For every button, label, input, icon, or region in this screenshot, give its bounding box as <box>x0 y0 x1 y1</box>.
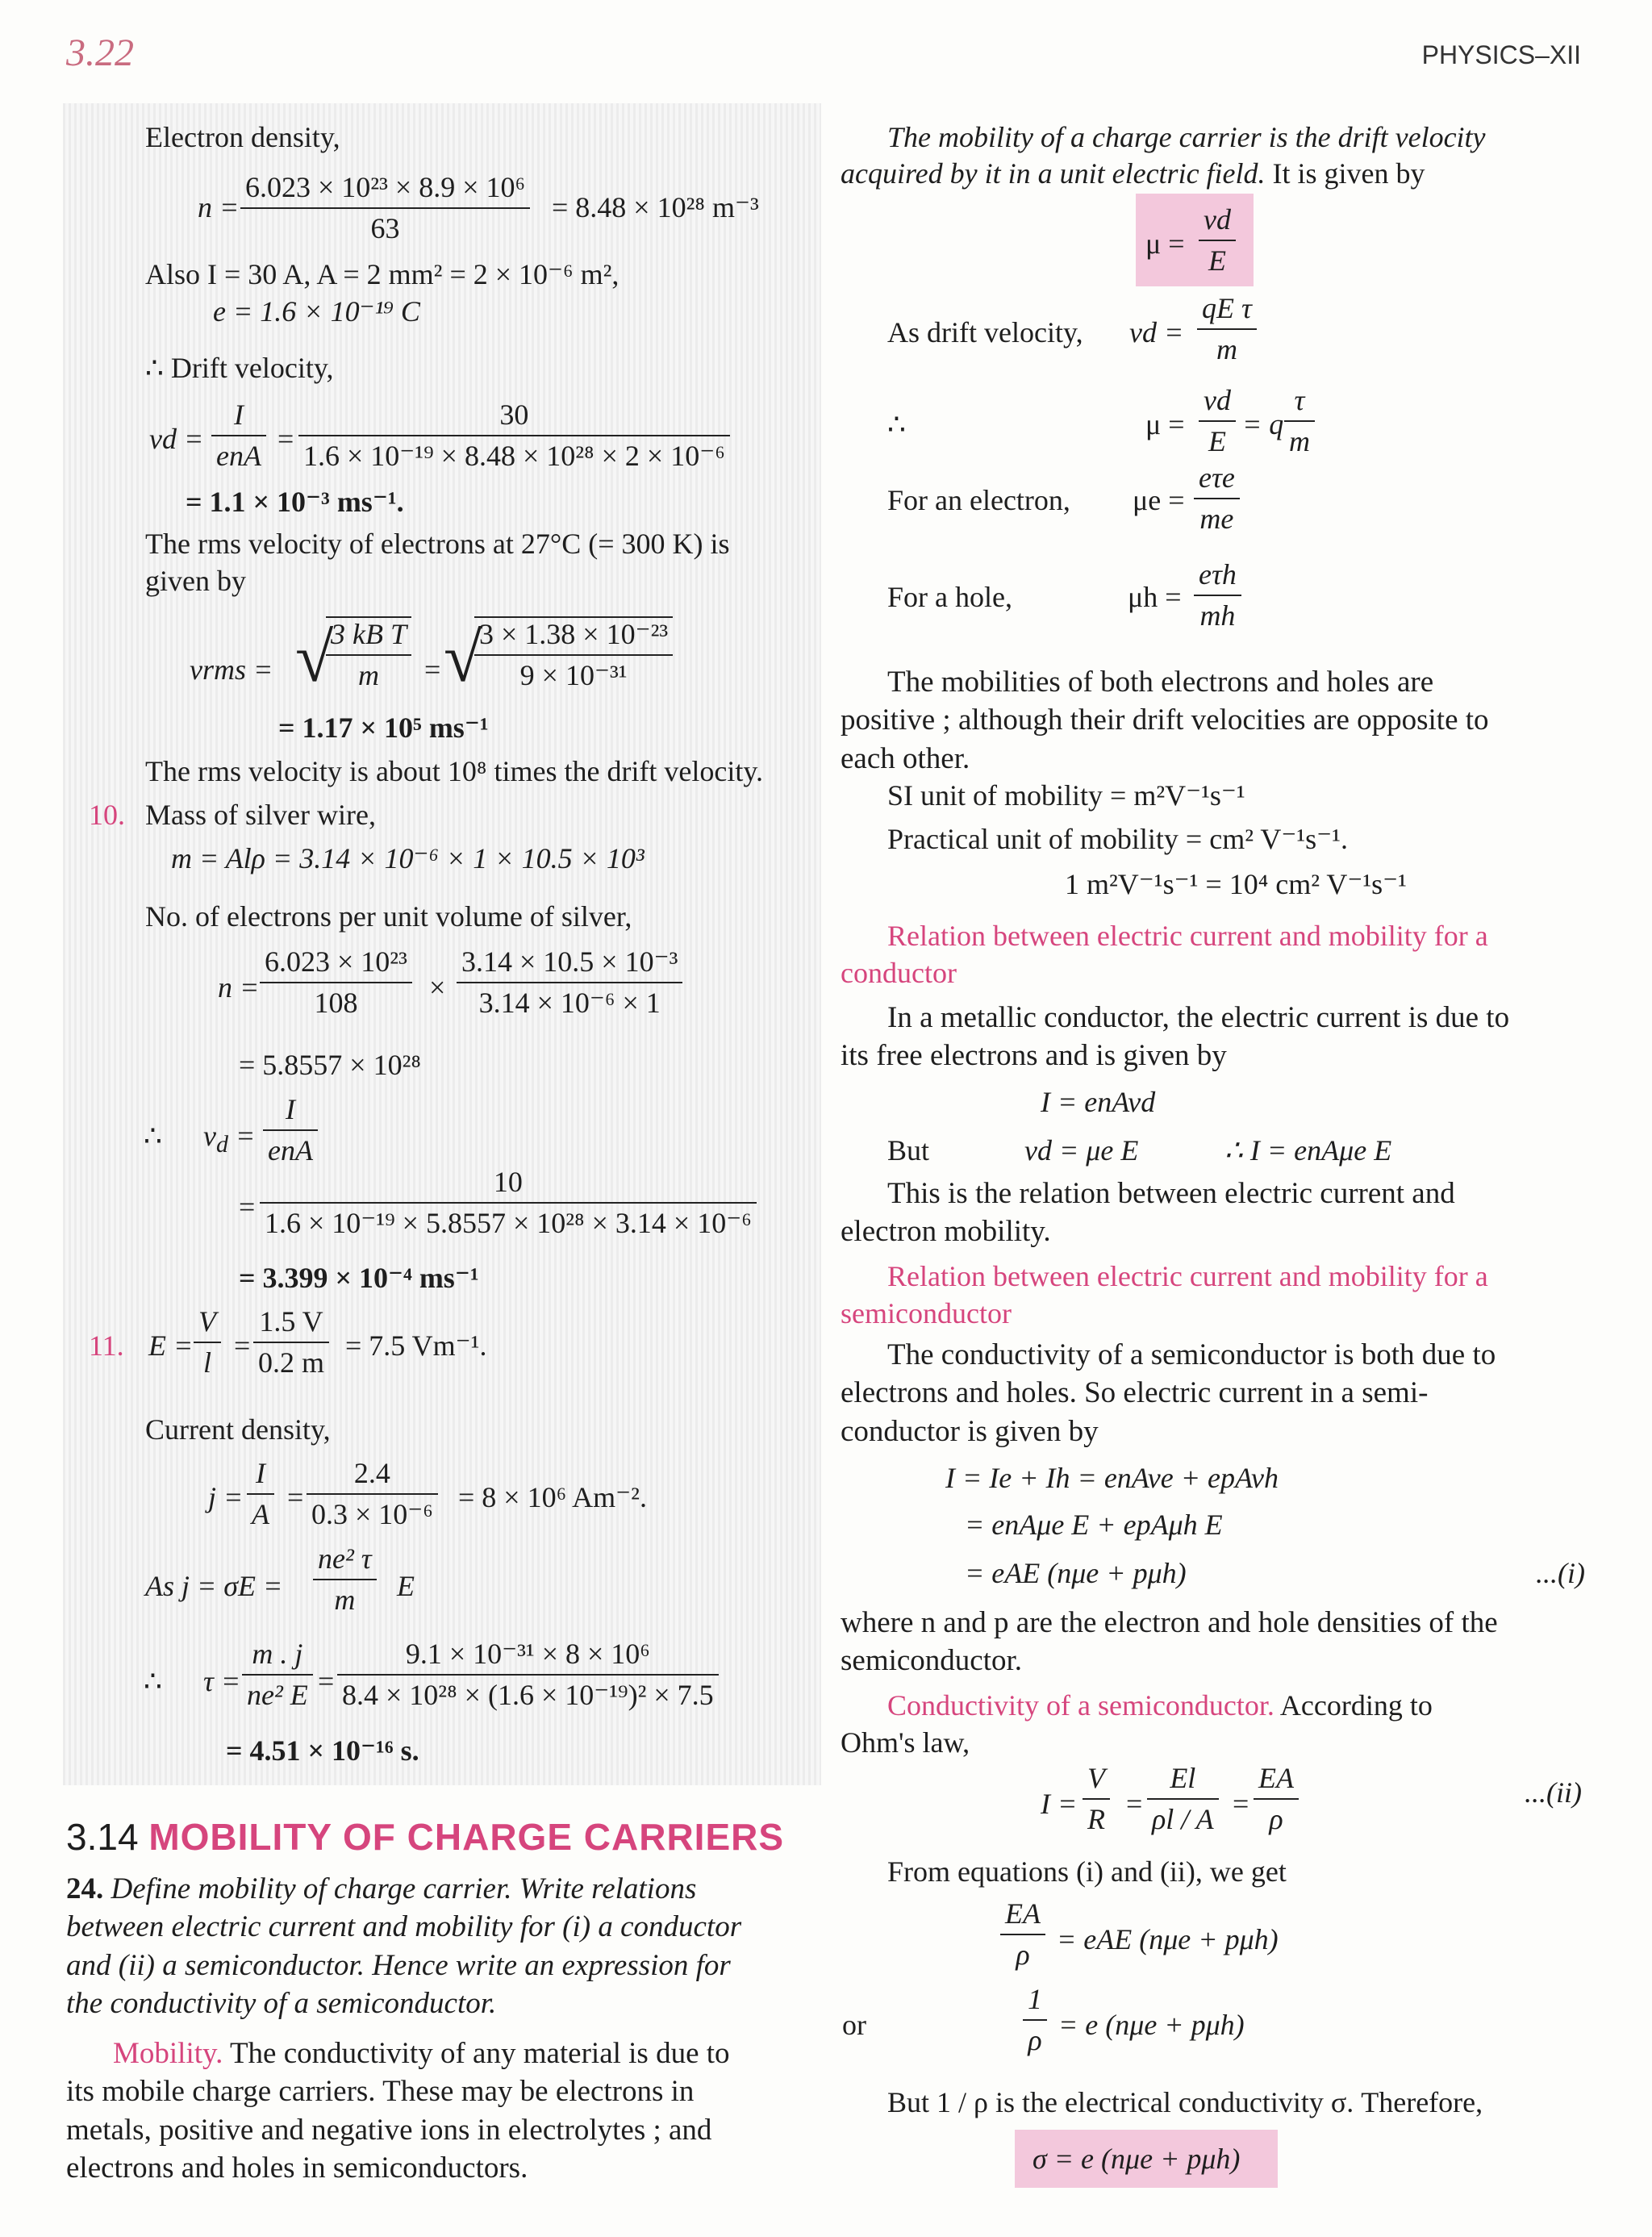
equation: I = enAvd <box>1041 1086 1156 1118</box>
equation-label: ...(i) <box>1536 1557 1585 1589</box>
right-line: For an electron, <box>887 484 1070 516</box>
equals: = <box>1126 1788 1143 1820</box>
result: = 3.399 × 10⁻⁴ ms⁻¹ <box>239 1262 479 1294</box>
equation: μ = <box>1145 227 1185 260</box>
fraction: $\frac{vd}{E}$ <box>1199 203 1236 278</box>
therefore: ∴ <box>144 1665 162 1697</box>
subheading-conductor: Relation between electric current and mobility for a <box>887 920 1488 952</box>
definition: The mobility of a charge carrier is the drift velocity <box>887 121 1486 153</box>
equation: μ = <box>1145 408 1185 440</box>
left-line: Also I = 30 A, A = 2 mm² = 2 × 10⁻⁶ m², <box>145 258 620 290</box>
fraction: $\frac{\tau}{m}$ <box>1284 384 1315 459</box>
fraction: $\frac{I}{\text{enA}}$ <box>263 1093 318 1168</box>
right-line: or <box>842 2009 866 2041</box>
where-paragraph: where n and p are the electron and hole densities of the semiconductor. <box>841 1606 1498 1678</box>
right-line: Ohm's law, <box>841 1726 970 1759</box>
fraction: $\frac{V}{l}$ <box>194 1305 221 1380</box>
result: = 5.8557 × 10²⁸ <box>239 1049 421 1081</box>
conductivity-formula: σ = e (nμe + pμh) <box>1032 2143 1241 2175</box>
fraction: $\frac{\text{9.1 × 10⁻³¹ × 8 × 10⁶}}{\text{8.4 × 10²⁸ × (1.6 × 10⁻¹⁹)² × 7.5}}$ <box>337 1638 719 1713</box>
equation: vd = <box>149 423 204 455</box>
section-heading <box>66 1815 784 1859</box>
fraction: $\frac{\text{3.14 × 10.5 × 10⁻³}}{\text{3.14 × 10⁻⁶ × 1}}$ <box>457 945 682 1020</box>
equals: = <box>318 1665 335 1697</box>
conductor-paragraph: In a metallic conductor, the electric current is due to its free electrons and is given by <box>841 1001 1510 1073</box>
result: = 8 × 10⁶ Am⁻². <box>458 1481 647 1513</box>
times: × <box>429 971 446 1004</box>
fraction: $\frac{\text{ne² τ}}{m}$ <box>313 1542 377 1617</box>
page-number: 3.22 <box>66 31 134 74</box>
equation: = e (nμe + pμh) <box>1058 2009 1245 2041</box>
left-line: Mass of silver wire, <box>145 799 376 831</box>
fraction: $\frac{V}{R}$ <box>1083 1762 1110 1837</box>
sqrt-fraction: $\frac{\text{3 × 1.38 × 10⁻²³}}{\text{9 × 10⁻³¹}}$ <box>474 616 673 693</box>
equation: = q <box>1242 408 1284 440</box>
semiconductor-paragraph: The conductivity of a semiconductor is both due to electrons and holes. So electric current in a semi- conductor is given by <box>841 1338 1496 1448</box>
subheading-semiconductor: Relation between electric current and mobility for a <box>887 1260 1488 1292</box>
question-number: 11. <box>89 1329 124 1362</box>
left-line: Electron density, <box>145 121 340 153</box>
equation: I = <box>1041 1788 1078 1820</box>
sqrt-sign: √ <box>295 619 334 696</box>
section-title: MOBILITY OF CHARGE CARRIERS <box>148 1816 785 1858</box>
right-line: But 1 / ρ is the electrical conductivity σ. Therefore, <box>887 2086 1483 2118</box>
subheading-semiconductor: semiconductor <box>841 1297 1012 1329</box>
therefore: ∴ <box>144 1120 162 1152</box>
variable: E <box>397 1570 415 1602</box>
equation: vd = <box>1129 316 1184 348</box>
sqrt-fraction: $\frac{\text{3 kB T}}{m}$ <box>326 616 411 693</box>
equals: = <box>424 653 441 686</box>
equation: μe = <box>1133 484 1185 516</box>
fraction: $\frac{2.4}{\text{0.3 × 10⁻⁶}}$ <box>307 1457 438 1532</box>
equals: = <box>234 1329 251 1362</box>
fraction: $\frac{m . j}{\text{ne² E}}$ <box>242 1638 313 1713</box>
left-line: m = Alρ = 3.14 × 10⁻⁶ × 1 × 10.5 × 10³ <box>171 842 645 874</box>
subheading-conductor: conductor <box>841 957 957 989</box>
equals: = <box>1233 1788 1249 1820</box>
book-title: PHYSICS–XII <box>1421 40 1581 69</box>
result: = 4.51 × 10⁻¹⁶ s. <box>226 1734 419 1767</box>
result: = 1.1 × 10⁻³ ms⁻¹. <box>186 486 404 518</box>
fraction: $\frac{\text{6.023 × 10²³ × 8.9 × 10⁶}}{63}$ <box>240 171 530 246</box>
equation-result: = 8.48 × 10²⁸ m⁻³ <box>552 191 759 223</box>
equals: = <box>239 1191 256 1223</box>
right-line: For a hole, <box>887 581 1012 613</box>
fraction: $\frac{1.5 V}{0.2 m}$ <box>253 1305 329 1380</box>
fraction: $\frac{EA}{\rho}$ <box>1000 1897 1045 1972</box>
question-number: 10. <box>89 799 125 831</box>
equation: τ = <box>203 1665 241 1697</box>
equation: = eAE (nμe + pμh) <box>965 1557 1187 1589</box>
right-line: From equations (i) and (ii), we get <box>887 1855 1287 1888</box>
left-line: The rms velocity of electrons at 27°C (= 300 K) is <box>145 528 730 560</box>
equation: = enAμe E + epAμh E <box>965 1509 1223 1541</box>
fraction: $\frac{I}{A}$ <box>247 1457 274 1532</box>
right-line: But <box>887 1134 930 1166</box>
definition: acquired by it in a unit electric field. It is given by <box>841 157 1425 190</box>
equation: n = <box>198 191 240 223</box>
unit-conversion: 1 m²V⁻¹s⁻¹ = 10⁴ cm² V⁻¹s⁻¹ <box>1065 868 1407 900</box>
fraction: $\frac{EA}{\rho}$ <box>1254 1762 1299 1837</box>
equation: vd = μe E <box>1024 1134 1139 1166</box>
equation: E = <box>148 1329 194 1362</box>
result: = 1.17 × 10⁵ ms⁻¹ <box>278 712 489 744</box>
right-line: As drift velocity, <box>887 316 1083 348</box>
equation-label: ...(ii) <box>1525 1776 1582 1809</box>
fraction: $\frac{\text{6.023 × 10²³}}{108}$ <box>260 945 412 1020</box>
practical-unit: Practical unit of mobility = cm² V⁻¹s⁻¹. <box>887 823 1348 855</box>
fraction: $\frac{I}{\text{enA}}$ <box>211 399 266 474</box>
equation: μh = <box>1128 581 1182 613</box>
fraction: $\frac{\text{eτh}}{mh}$ <box>1194 558 1241 633</box>
equation: I = Ie + Ih = enAve + epAvh <box>945 1462 1279 1494</box>
equals: = <box>277 423 294 455</box>
left-line: The rms velocity is about 10⁸ times the drift velocity. <box>145 755 764 787</box>
fraction: $\frac{30}{\text{1.6 × 10⁻¹⁹ × 8.48 × 10²⁸ × 2 × 10⁻⁶}}$ <box>298 399 730 474</box>
result: = 7.5 Vm⁻¹. <box>345 1329 487 1362</box>
equation: $v_d$ = <box>203 1120 256 1158</box>
left-line: No. of electrons per unit volume of silver, <box>145 900 632 933</box>
fraction: $\frac{vd}{E}$ <box>1199 384 1236 459</box>
equals: = <box>287 1481 304 1513</box>
conductivity-intro: Conductivity of a semiconductor. According to <box>887 1689 1433 1722</box>
question-24: 24. Define mobility of charge carrier. Write relations between electric current and mobility for (i) a conductor and (ii) a semiconductor. Hence write an expression for the conductivity of a semiconductor. <box>66 1872 742 2021</box>
left-line: e = 1.6 × 10⁻¹⁹ C <box>213 295 420 328</box>
left-line: ∴ Drift velocity, <box>145 352 334 384</box>
equation: j = <box>208 1481 244 1513</box>
fraction: $\frac{\text{eτe}}{me}$ <box>1194 461 1240 536</box>
relation-paragraph: This is the relation between electric current and electron mobility. <box>841 1177 1455 1249</box>
section-number: 3.14 <box>66 1816 139 1858</box>
equation: n = <box>218 971 260 1004</box>
fraction: $\frac{10}{\text{1.6 × 10⁻¹⁹ × 5.8557 × 10²⁸ × 3.14 × 10⁻⁶}}$ <box>260 1166 757 1241</box>
therefore: ∴ <box>887 408 906 440</box>
equation: ∴ I = enAμe E <box>1224 1134 1392 1166</box>
mobility-sign-paragraph: The mobilities of both electrons and holes are positive ; although their drift velocities are opposite to each other. <box>841 666 1489 775</box>
mobility-paragraph: Mobility. The conductivity of any material is due to its mobile charge carriers. These may be electrons in metals, positive and negative ions in electrolytes ; and electrons and holes in semiconductors. <box>66 2037 730 2185</box>
si-unit: SI unit of mobility = m²V⁻¹s⁻¹ <box>887 779 1245 812</box>
left-line: given by <box>145 565 246 597</box>
fraction: $\frac{El}{\rho l / A}$ <box>1147 1762 1219 1837</box>
sqrt-sign: √ <box>444 619 482 696</box>
left-line: Current density, <box>145 1413 331 1446</box>
fraction: $\frac{\text{qE τ}}{m}$ <box>1197 292 1257 367</box>
fraction: $\frac{1}{\rho}$ <box>1023 1983 1047 2058</box>
equation: vrms = <box>190 653 273 686</box>
equation: = eAE (nμe + pμh) <box>1057 1923 1279 1955</box>
equation: As j = σE = <box>145 1570 283 1602</box>
